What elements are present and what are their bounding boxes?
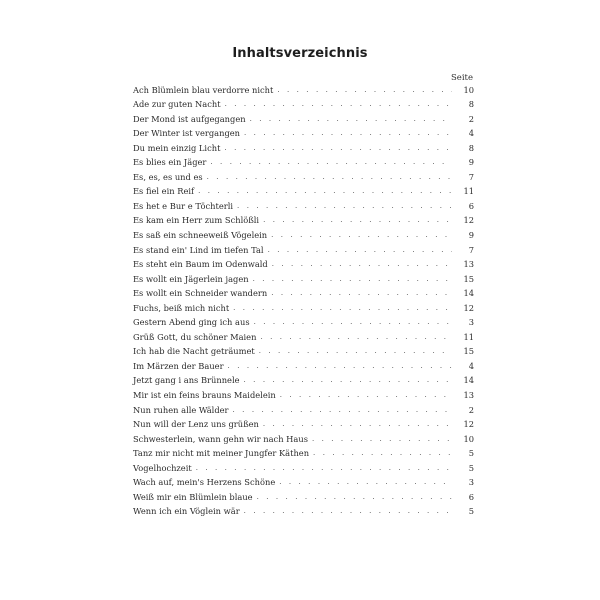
toc-entry [133, 415, 474, 430]
dot-leader [260, 332, 452, 342]
toc-entry-title: Fuchs, beiß mich nicht [133, 302, 230, 313]
toc-entry-page-number: 7 [468, 171, 474, 182]
toc-entry [133, 458, 474, 473]
toc-entry [133, 196, 474, 211]
toc-entry [133, 313, 474, 328]
dot-leader [225, 99, 452, 109]
toc-entry-title: Ich hab die Nacht geträumet [133, 346, 255, 357]
dot-leader [254, 317, 452, 327]
page-column-header: Seite [450, 73, 473, 83]
dot-leader [196, 463, 452, 473]
toc-entry-page-number: 10 [463, 84, 474, 95]
toc-entry-title: Weiß mir ein Blümlein blaue [133, 491, 253, 502]
toc-entry [133, 371, 474, 386]
toc-entry [133, 153, 474, 168]
dot-leader [228, 361, 452, 371]
toc-entry [133, 255, 474, 270]
toc-entry [133, 269, 474, 284]
toc-entry-title: Im Märzen der Bauer [133, 360, 224, 371]
toc-entry-page-number: 8 [468, 142, 474, 153]
dot-leader [207, 172, 452, 182]
dot-leader [253, 274, 452, 284]
toc-entry-title: Der Winter ist vergangen [133, 128, 241, 139]
dot-leader [237, 201, 452, 211]
toc-entry-title: Wach auf, mein's Herzens Schöne [133, 477, 276, 488]
toc-entry [133, 95, 474, 110]
toc-entry-title: Es blies ein Jäger [133, 157, 207, 168]
toc-entry-title: Nun ruhen alle Wälder [133, 404, 229, 415]
toc-entry-title: Ach Blümlein blau verdorre nicht [133, 84, 274, 95]
dot-leader [263, 215, 452, 225]
toc-entry [133, 356, 474, 371]
toc-entry-page-number: 11 [463, 331, 474, 342]
toc-entry-page-number: 12 [463, 302, 474, 313]
toc-entry-page-number: 6 [468, 491, 474, 502]
toc-entry [133, 109, 474, 124]
toc-entry-title: Es kam ein Herr zum Schlößli [133, 215, 260, 226]
toc-entry [133, 487, 474, 502]
toc-entry-page-number: 5 [468, 462, 474, 473]
toc-entry-title: Wenn ich ein Vöglein wär [133, 506, 240, 517]
dot-leader [277, 85, 452, 95]
toc-entry-page-number: 5 [468, 506, 474, 517]
toc-entry [133, 138, 474, 153]
dot-leader [271, 288, 452, 298]
toc-entry-page-number: 10 [463, 433, 474, 444]
toc-entry-title: Nun will der Lenz uns grüßen [133, 419, 259, 430]
dot-leader [244, 375, 452, 385]
toc-entry-title: Mir ist ein feins brauns Maidelein [133, 390, 276, 401]
toc-entry [133, 342, 474, 357]
toc-entry-page-number: 5 [468, 448, 474, 459]
toc-entry [133, 385, 474, 400]
toc-entry-page-number: 12 [463, 419, 474, 430]
dot-leader [244, 506, 452, 516]
toc-entry [133, 444, 474, 459]
toc-entry-page-number: 7 [468, 244, 474, 255]
toc-entry-page-number: 3 [468, 317, 474, 328]
dot-leader [233, 405, 452, 415]
toc-entry-page-number: 13 [463, 390, 474, 401]
dot-leader [198, 186, 452, 196]
toc-entry [133, 80, 474, 95]
toc-entry-title: Du mein einzig Licht [133, 142, 221, 153]
dot-leader [313, 448, 452, 458]
toc-entry [133, 284, 474, 299]
toc-entry [133, 182, 474, 197]
dot-leader [257, 492, 452, 502]
toc-entry-page-number: 6 [468, 200, 474, 211]
toc-entry-page-number: 2 [468, 113, 474, 124]
toc-entry-title: Es wollt ein Jägerlein jagen [133, 273, 249, 284]
toc-entry [133, 429, 474, 444]
toc-entry-page-number: 13 [463, 259, 474, 270]
toc-entry-title: Es stand ein' Lind im tiefen Tal [133, 244, 264, 255]
toc-entry-page-number: 15 [463, 346, 474, 357]
toc-entry-title: Es wollt ein Schneider wandern [133, 288, 268, 299]
toc-entry [133, 124, 474, 139]
dot-leader [312, 434, 452, 444]
toc-entry [133, 211, 474, 226]
toc-entry-page-number: 14 [463, 375, 474, 386]
toc-entry [133, 473, 474, 488]
toc-entry-page-number: 2 [468, 404, 474, 415]
toc-entry-title: Vogelhochzeit [133, 462, 192, 473]
toc-entry-title: Es, es, es und es [133, 171, 203, 182]
toc-entry-title: Jetzt gang i ans Brünnele [133, 375, 240, 386]
toc-entry-page-number: 8 [468, 99, 474, 110]
toc-entry-page-number: 12 [463, 215, 474, 226]
toc-entry-page-number: 11 [463, 186, 474, 197]
toc-entry-title: Der Mond ist aufgegangen [133, 113, 246, 124]
toc-entry-title: Grüß Gott, du schöner Maien [133, 331, 257, 342]
dot-leader [224, 143, 452, 153]
page-title: Inhaltsverzeichnis [232, 46, 368, 61]
dot-leader [233, 303, 452, 313]
toc-entry-page-number: 3 [468, 477, 474, 488]
toc-entry [133, 400, 474, 415]
toc-entry-page-number: 4 [468, 128, 474, 139]
toc-entry-page-number: 15 [463, 273, 474, 284]
toc-entry-title: Es saß ein schneeweiß Vögelein [133, 230, 268, 241]
toc-entry-title: Ade zur guten Nacht [133, 99, 221, 110]
dot-leader [210, 157, 452, 167]
toc-entry-title: Tanz mir nicht mit meiner Jungfer Käthen [133, 448, 310, 459]
dot-leader [244, 128, 452, 138]
table-of-contents [133, 80, 474, 516]
toc-entry [133, 225, 474, 240]
dot-leader [259, 346, 452, 356]
dot-leader [271, 230, 452, 240]
toc-entry [133, 167, 474, 182]
toc-entry-title: Gestern Abend ging ich aus [133, 317, 250, 328]
toc-entry-page-number: 4 [468, 360, 474, 371]
toc-entry-title: Es fiel ein Reif [133, 186, 195, 197]
dot-leader [272, 259, 452, 269]
dot-leader [268, 245, 452, 255]
dot-leader [263, 419, 452, 429]
toc-entry [133, 502, 474, 517]
toc-entry-title: Es het e Bur e Töchterli [133, 200, 234, 211]
toc-entry [133, 240, 474, 255]
toc-entry-title: Schwesterlein, wann gehn wir nach Haus [133, 433, 308, 444]
toc-entry [133, 298, 474, 313]
dot-leader [279, 477, 452, 487]
toc-entry [133, 327, 474, 342]
dot-leader [280, 390, 452, 400]
toc-entry-page-number: 9 [468, 230, 474, 241]
toc-entry-page-number: 9 [468, 157, 474, 168]
toc-entry-title: Es steht ein Baum im Odenwald [133, 259, 268, 270]
toc-entry-page-number: 14 [463, 288, 474, 299]
dot-leader [250, 114, 452, 124]
